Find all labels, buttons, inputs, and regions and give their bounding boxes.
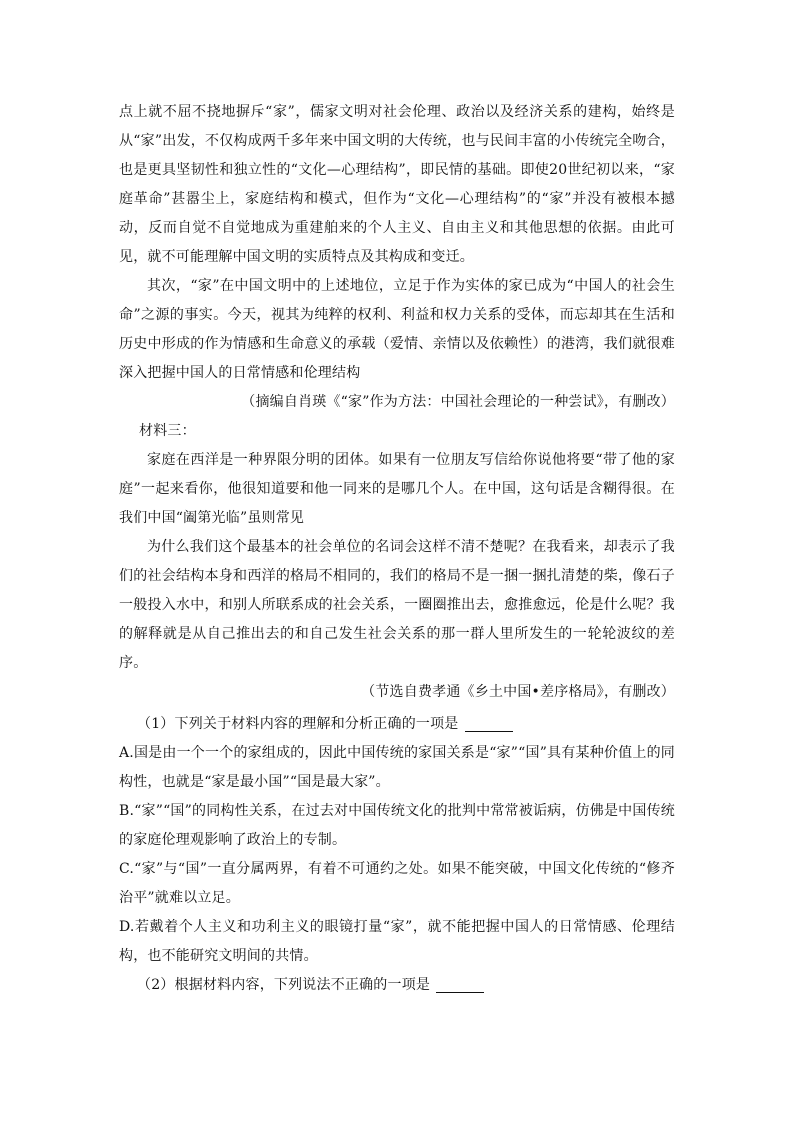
option-b: B.“家”“国”的同构性关系，在过去对中国传统文化的批判中常常被诟病，仿佛是中国传统的家庭伦理观影响了政治上的专制。 xyxy=(119,803,675,848)
question-stem: （1）下列关于材料内容的理解和分析正确的一项是 xyxy=(137,716,459,732)
source-citation: （摘编自肖瑛《“家”作为方法：中国社会理论的一种尝试》，有删改） xyxy=(241,394,675,410)
option-d: D.若戴着个人主义和功利主义的眼镜打量“家”，就不能把握中国人的日常情感、伦理结构，也不能研究文明间的共情。 xyxy=(119,919,675,964)
option-a: A.国是由一个一个的家组成的，因此中国传统的家国关系是“家”“国”具有某种价值上的同构性，也就是“家是最小国”“国是最大家”。 xyxy=(119,745,675,790)
answer-blank[interactable] xyxy=(436,978,484,993)
material-label: 材料三： xyxy=(139,423,196,439)
material-paragraph: 家庭在西洋是一种界限分明的团体。如果有一位朋友写信给你说他将要“带了他的家庭”一起来看你，他很知道要和他一同来的是哪几个人。在中国，这句话是含糊得很。在我们中国“阖第光临”虽则常见 xyxy=(119,452,675,526)
page-content xyxy=(119,98,675,1000)
question-stem: （2）根据材料内容，下列说法不正确的一项是 xyxy=(137,977,431,993)
material-paragraph: 为什么我们这个最基本的社会单位的名词会这样不清不楚呢？在我看来，却表示了我们的社会结构本身和西洋的格局不相同的，我们的格局不是一捆一捆扎清楚的柴，像石子一般投入水中，和别人所联系成的社会关系，一圈圈推出去，愈推愈远，伦是什么呢？我的解释就是从自己推出去的和自己发生社会关系的那一群人里所发生的一轮轮波纹的差序。 xyxy=(119,539,675,671)
option-c: C.“家”与“国”一直分属两界，有着不可通约之处。如果不能突破，中国文化传统的“修齐治平”就难以立足。 xyxy=(119,861,675,906)
source-citation: （节选自费孝通《乡土中国•差序格局》，有删改） xyxy=(361,684,675,700)
question-2 xyxy=(119,971,675,1000)
answer-blank[interactable] xyxy=(465,717,513,732)
question-1 xyxy=(119,710,675,739)
passage-paragraph: 其次，“家”在中国文明中的上述地位，立足于作为实体的家已成为“中国人的社会生命”之源的事实。今天，视其为纯粹的权利、利益和权力关系的受体，而忘却其在生活和历史中形成的作为情感和生命意义的承载（爱情、亲情以及依赖性）的港湾，我们就很难深入把握中国人的日常情感和伦理结构 xyxy=(119,278,675,381)
passage-paragraph: 点上就不屈不挠地摒斥“家”，儒家文明对社会伦理、政治以及经济关系的建构，始终是从“家”出发，不仅构成两千多年来中国文明的大传统，也与民间丰富的小传统完全吻合，也是更具坚韧性和独立性的“文化—心理结构”，即民情的基础。即使20世纪初以来，“家庭革命”甚嚣尘上，家庭结构和模式，但作为“文化—心理结构”的“家”并没有被根本撼动，反而自觉不自觉地成为重建舶来的个人主义、自由主义和其他思想的依据。由此可见，就不可能理解中国文明的实质特点及其构成和变迁。 xyxy=(119,104,675,265)
